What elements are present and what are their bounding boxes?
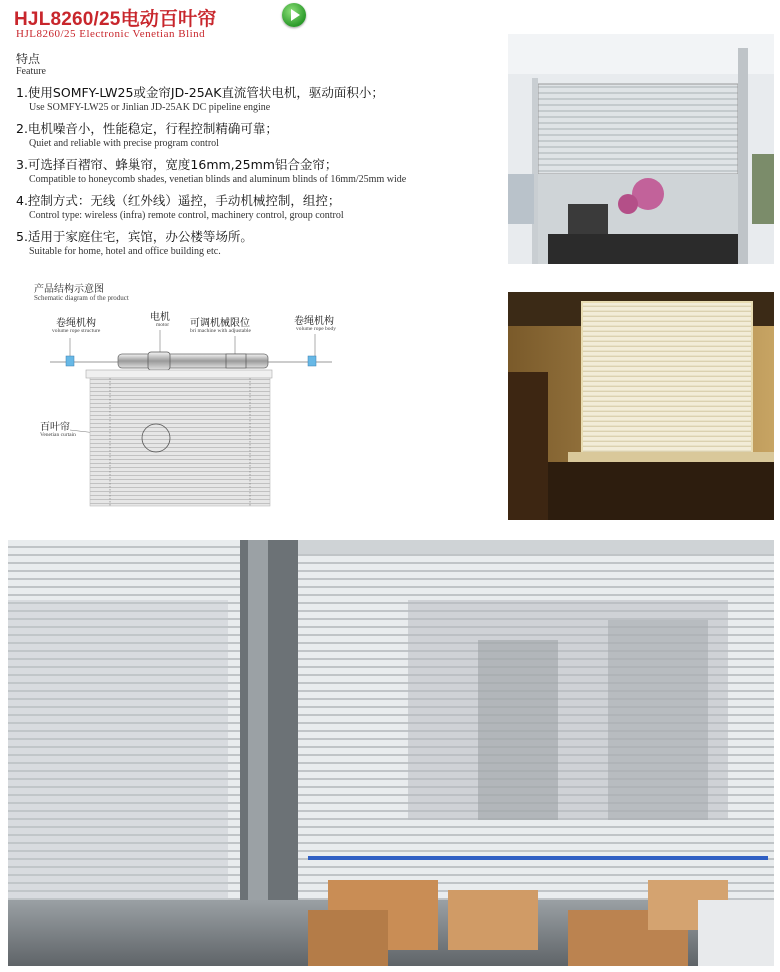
feature-text-cn: 3.可选择百褶帘、蜂巢帘，宽度16mm,25mm铝合金帘； xyxy=(16,157,338,172)
feature-item xyxy=(16,120,506,156)
schematic-diagram xyxy=(30,280,360,530)
home-blind-photo xyxy=(508,292,774,520)
feature-item xyxy=(16,156,506,192)
feature-item xyxy=(16,192,506,228)
feature-text-cn: 2.电机噪音小，性能稳定，行程控制精确可靠； xyxy=(16,121,278,136)
label-rope-body-cn: 卷绳机构 xyxy=(294,316,334,327)
feature-text-cn: 4.控制方式：无线（红外线）遥控，手动机械控制，组控； xyxy=(16,193,341,208)
label-rope-structure-en: volume rope structure xyxy=(52,328,101,334)
play-icon[interactable] xyxy=(282,3,306,27)
office-blind-image xyxy=(508,34,774,264)
label-curtain-cn: 百叶帘 xyxy=(40,422,70,433)
page-subtitle: HJL8260/25 Electronic Venetian Blind xyxy=(16,28,206,40)
label-limit-en: bri machine with adjustable xyxy=(190,328,251,334)
diagram-title-en: Schematic diagram of the product xyxy=(34,294,129,302)
label-rope-structure-cn: 卷绳机构 xyxy=(56,318,96,329)
label-curtain-en: Venetian curtain xyxy=(40,432,76,438)
feature-text-en: Quiet and reliable with precise program control xyxy=(29,138,219,149)
page-title: HJL8260/25电动百叶帘 xyxy=(14,9,217,30)
commercial-blind-photo xyxy=(8,540,774,966)
label-motor-cn: 电机 xyxy=(150,312,170,323)
feature-text-cn: 5.适用于家庭住宅，宾馆，办公楼等场所。 xyxy=(16,229,253,244)
diagram-drawing xyxy=(30,280,360,530)
label-limit-cn: 可调机械限位 xyxy=(190,318,250,329)
feature-text-en: Use SOMFY-LW25 or Jinlian JD-25AK DC pipeline engine xyxy=(29,102,271,113)
feature-item xyxy=(16,84,506,120)
home-blind-image xyxy=(508,292,774,520)
feature-text-en: Control type: wireless (infra) remote control, machinery control, group control xyxy=(29,210,344,221)
feature-text-en: Suitable for home, hotel and office building etc. xyxy=(29,246,221,257)
feature-item xyxy=(16,228,506,264)
feature-text-en: Compatible to honeycomb shades, venetian blinds and aluminum blinds of 16mm/25mm wide xyxy=(29,174,407,185)
commercial-blind-image xyxy=(8,540,774,966)
label-rope-body-en: volume rope body xyxy=(296,326,337,332)
feature-text-cn: 1.使用SOMFY-LW25或金帘JD-25AK直流管状电机，驱动面积小； xyxy=(16,85,384,100)
feature-heading-en: Feature xyxy=(16,66,46,77)
office-blind-photo xyxy=(508,34,774,264)
label-motor-en: motor xyxy=(156,322,170,328)
feature-heading-cn: 特点 xyxy=(16,52,41,66)
diagram-title-cn: 产品结构示意图 xyxy=(34,284,104,295)
feature-list xyxy=(16,84,506,264)
